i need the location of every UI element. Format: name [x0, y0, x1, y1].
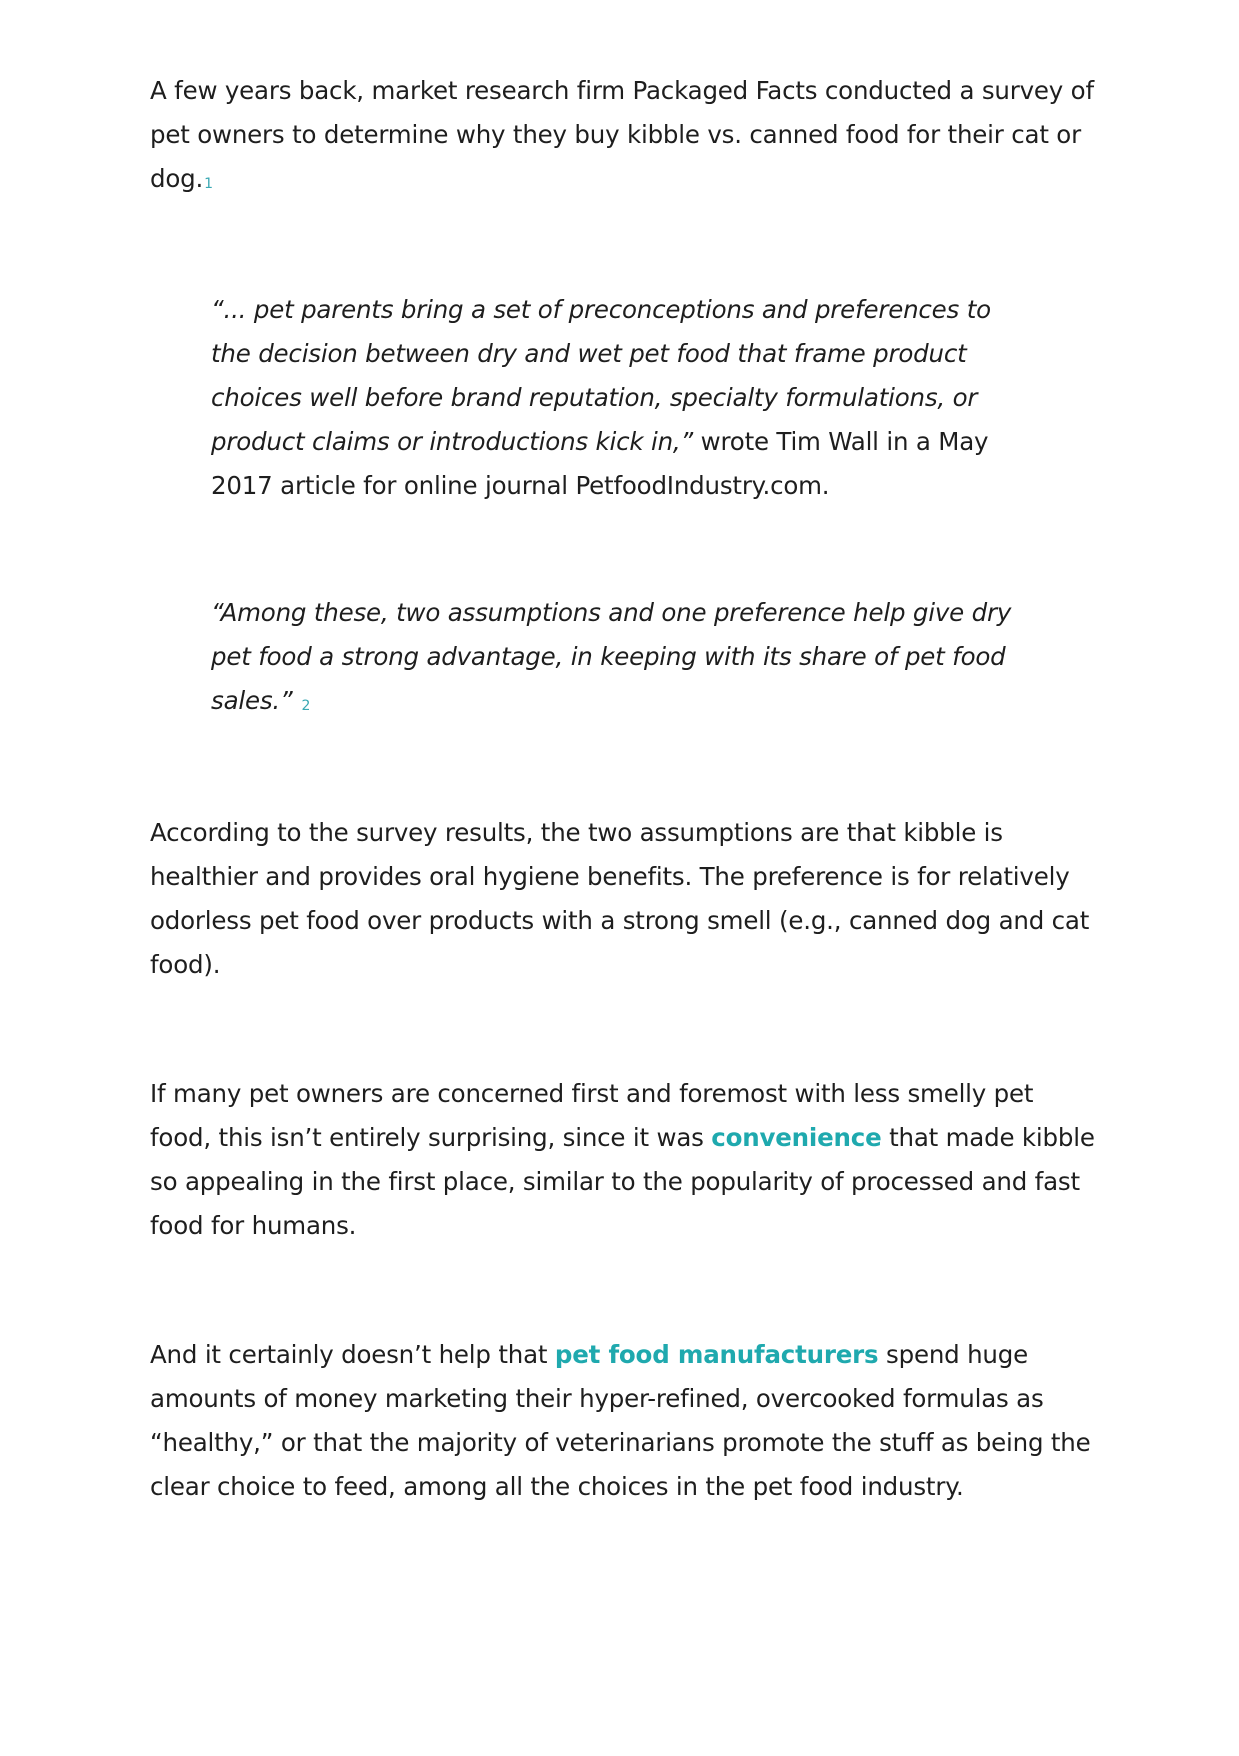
- quote-1-italic: “... pet parents bring a set of preconceptions and preferences to the decision between dry and wet pet food that frame product choices well before brand reputation, specialty formulations, or product claims or introductions kick in,”: [211, 295, 991, 456]
- survey-results-text: According to the survey results, the two assumptions are that kibble is healthier and provides oral hygiene benefits. The preference is for relatively odorless pet food over products with a strong smell (e.g., canned dog and cat food).: [150, 818, 1090, 979]
- survey-results-paragraph: [150, 811, 1100, 987]
- manufacturers-text-after: spend huge amounts of money marketing their hyper-refined, overcooked formulas as “healthy,” or that the majority of veterinarians promote the stuff as being the clear choice to feed, among all the choices in the pet food industry.: [150, 1340, 1091, 1501]
- footnote-ref-1[interactable]: 1: [204, 176, 213, 192]
- convenience-text-before: If many pet owners are concerned first and foremost with less smelly pet food, this isn’t entirely surprising, since it was: [150, 1079, 1034, 1152]
- intro-paragraph: [150, 69, 1100, 206]
- intro-text: A few years back, market research firm Packaged Facts conducted a survey of pet owners to determine why they buy kibble vs. canned food for their cat or dog.: [150, 76, 1094, 193]
- manufacturers-paragraph: [150, 1333, 1100, 1509]
- convenience-link[interactable]: convenience: [711, 1123, 882, 1152]
- quote-1-attribution: wrote Tim Wall in a May 2017 article for online journal PetfoodIndustry.com.: [211, 427, 989, 500]
- quote-2-italic: “Among these, two assumptions and one preference help give dry pet food a strong advantage, in keeping with its share of pet food sales.”: [211, 598, 1012, 715]
- block-quote-2: [211, 591, 1031, 728]
- footnote-ref-2[interactable]: 2: [301, 698, 311, 714]
- pet-food-manufacturers-link[interactable]: pet food manufacturers: [554, 1340, 879, 1369]
- block-quote-1: [211, 288, 1031, 508]
- convenience-paragraph: [150, 1072, 1100, 1248]
- manufacturers-text-before: And it certainly doesn’t help that: [150, 1340, 555, 1369]
- convenience-text-after: that made kibble so appealing in the first place, similar to the popularity of processed and fast food for humans.: [150, 1123, 1095, 1240]
